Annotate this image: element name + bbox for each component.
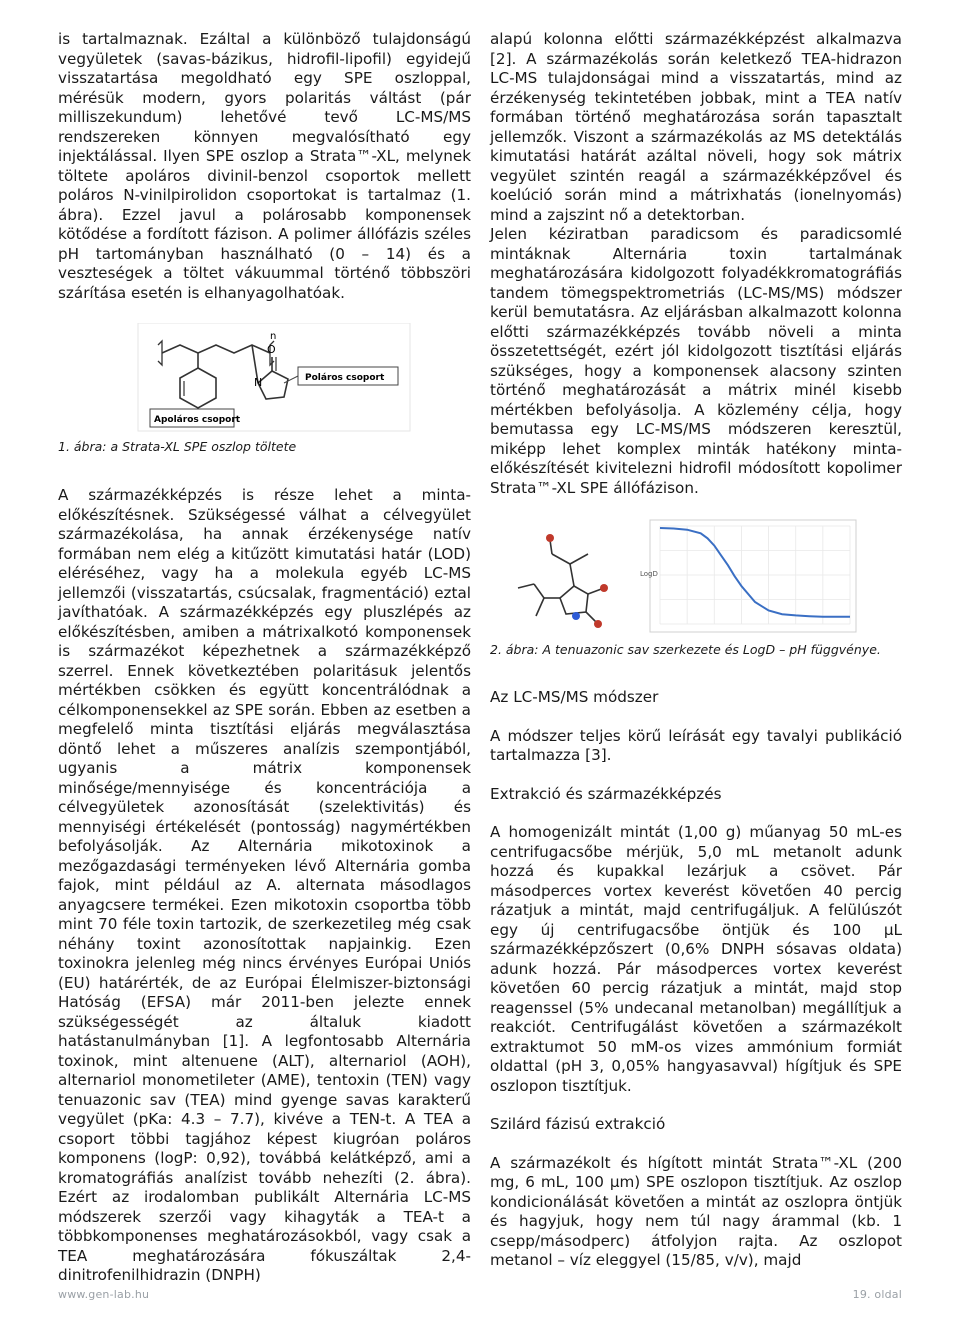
section-heading-extraction: Extrakció és származékképzés <box>490 784 722 803</box>
figure-2 <box>490 516 902 640</box>
strata-xl-structure <box>58 323 471 435</box>
body-paragraph: A módszer teljes körű leírását egy tavalyi publikáció tartalmazza [3]. <box>490 726 902 764</box>
body-paragraph: A származékolt és hígított mintát Strata™-XL (200 mg, 6 mL, 100 μm) SPE oszlopon tisztítjuk. Az oszlop kondicionálását követően a mintát az oszlopra öntjük és hagyjuk, hogy nem túl nagy árammal (kb. 1 csepp/másodperc) átfolyjon rajta. Az oszlopot metanol – víz eleggyel (15/85, v/v), majd <box>490 1153 902 1269</box>
figure-1-caption: 1. ábra: a Strata-XL SPE oszlop töltete <box>58 439 297 454</box>
logd-chart <box>640 520 856 632</box>
label-n: n <box>270 331 277 342</box>
atom-o: O <box>267 343 276 356</box>
tenuazonic-acid-figure <box>490 516 902 640</box>
label-apolar-group: Apoláros csoport <box>154 415 241 425</box>
body-paragraph: A homogenizált mintát (1,00 g) műanyag 50 mL-es centrifugacsőbe mérjük, 5,0 mL metanolt adunk hozzá és kupakkal lezárjuk a csövet. Pár másodperces vortex keverést követően 40 percig rázatjuk a mintát, majd centrifugáljuk. A felülúszót egy új centrifugacsőbe öntjük és 100 μL származékképzőszert (0,6% DNPH sósavas oldata) adunk hozzá. Pár másodperces vortex keverést követően 60 percig rázatjuk a mintát, majd stop reagenssel (5% undecanal metanolban) megállítjuk a reakciót. Centrifugálást követően a származékolt extraktumot 50 mM-os vizes ammónium formiát oldattal (pH 3, 0,05% hangyasavval) hígítjuk és SPE oszlopon tisztítjuk. <box>490 823 902 1095</box>
figure-1 <box>58 323 471 435</box>
figure-2-caption: 2. ábra: A tenuazonic sav szerkezete és LogD – pH függvénye. <box>490 642 881 657</box>
label-polar-group: Poláros csoport <box>305 373 385 383</box>
right-column <box>490 30 902 1271</box>
body-paragraph: A származékképzés is része lehet a minta-előkészítésnek. Szükségessé válhat a célvegyület származékolása, ha annak érzékenysége natív formában nem elég a kitűzött kimutatási határ (LOD) eléréséhez, vagy ha a molekula egyéb LC-MS jellemzői (visszatartás, csúcsalak, fragmentáció) eztal javíthatóak. A származékképzés egy pluszlépés az előkészítésben, amiben a mátrixalkotó komponensek is származékot képezhetnek a származékképző szerrel. Ennek következtében polaritásuk jelentős mértékben csökken és együtt koncentrálódnak a célkomponensekkel az SPE során. Ebben az esetben a megfelelő minta tisztítási eljárás megválasztása döntő lehet a műszeres analízis szempontjából, ugyanis a mátrix komponensek minősége/mennyisége és koncentrációja a célvegyületek azonosítását (szelektivitás) és mennyiségi értékelését (pontosság) nagymértékben befolyásolják. Az Alternária mikotoxinok a mezőgazdasági terményeken lévő Alternária gomba fajok, mint például az A. alternata másodlagos anyagcsere termékei. Ezen mikotoxin csoportba több mint 70 féle toxin tartozik, de szerkezetileg még csak néhány toxint azonosítottak napjainkig. Ezen toxinokra jelenleg még nincs érvényes Európai Uniós (EU) határérték, de az Európai Élelmiszer-biztonsági Hatóság (EFSA) már 2011-ben jelezte ennek szükségességét az általuk kiadott hatástanulmányban [1]. A legfontosabb Alternária toxinok, mint altenuene (ALT), alternariol (AOH), alternariol monometileter (AME), tentoxin (TEN) vagy tenuazonic sav (TEA) mind gyenge savas karakterű vegyület (pKa: 4.3 – 7.7), kivéve a TEN-t. A TEA a csoport többi tagjához képest kiugróan poláros komponens (logP: 0,92), továbbá kelátképző, ami a kromatográfiás analízist tovább nehezíti (2. ábra). Ezért az irodalomban publikált Alternária LC-MS módszerek szerzői vagy kihagyták a TEA-t a többkomponenses meghatározásokból, vagy csak a TEA meghatározására fókuszáltak 2,4-dinitrofenilhidrazin (DNPH) <box>58 486 471 1284</box>
tenuazonic-acid-structure <box>518 540 604 624</box>
body-paragraph: Jelen kéziratban paradicsom és paradicsomlé mintáknak Alternária toxin tartalmának meghatározására kidolgozott folyadékkromatográfiás tandem tömegspektrometriás (LC-MS/MS) módszer kerül bemutatásra. Az eljárásban alkalmazott kolonna előtti származékképzés tovább növeli a minta összetettségét, ezért jól kidolgozott tisztítási eljárás szükséges, hogy a komponensek alacsony szinten történő meghatározását a mátrix minél kisebb mértékben befolyásolja. A közlemény célja, hogy bemutassa egy LC-MS/MS módszeren keresztül, miképp lehet komplex minták hatékony minta-előkészítését kivitelezni hidrofil módosított kopolimer Strata™-XL SPE állófázison. <box>490 225 902 497</box>
section-heading-lcms: Az LC-MS/MS módszer <box>490 688 659 706</box>
section-heading-spe: Szilárd fázisú extrakció <box>490 1115 666 1133</box>
left-column <box>58 30 471 1286</box>
footer-page-number: 19. oldal <box>852 1288 902 1301</box>
footer-url[interactable]: www.gen-lab.hu <box>58 1288 150 1301</box>
body-paragraph: is tartalmaznak. Ezáltal a különböző tulajdonságú vegyületek (savas-bázikus, hidrofil-lipofil) egyidejű visszatartása megoldható egy SPE oszloppal, mérésük modern, gyors polaritás váltást (pár milliszekundum) lehetővé tevő LC-MS/MS rendszereken könnyen megvalósítható egy injektálással. Ilyen SPE oszlop a Strata™-XL, melynek töltete apoláros divinil-benzol csoportok mellett poláros N-vinilpirolidon csoportokat is tartalmaz (1. ábra). Ezzel javul a polárosabb komponensek kötődése a fordított fázison. A polimer állófázis széles pH tartományban használható (0 – 14) és a veszteségek a töltet vákuummal történő többszöri szárítása esetén is elhanyagolhatóak. <box>58 30 471 302</box>
atom-n: N <box>254 376 263 389</box>
body-paragraph: alapú kolonna előtti származékképzést alkalmazva [2]. A származékolás során keletkező TEA-hidrazon LC-MS tulajdonságai mind a visszatartás, mind az érzékenység tekintetében jobbak, mint a TEA natív formában történő meghatározása során tapasztalt jellemzők. Viszont a származékolás az MS detektálás kimutatási határát azáltal növeli, hogy sok mátrix vegyület szintén reagál a származékképzővel és koelúció során mind a mátrixhatás (ionelnyomás) mind a zajszint nő a detektorban. <box>490 30 902 224</box>
chart-ylabel: LogD <box>640 570 658 578</box>
